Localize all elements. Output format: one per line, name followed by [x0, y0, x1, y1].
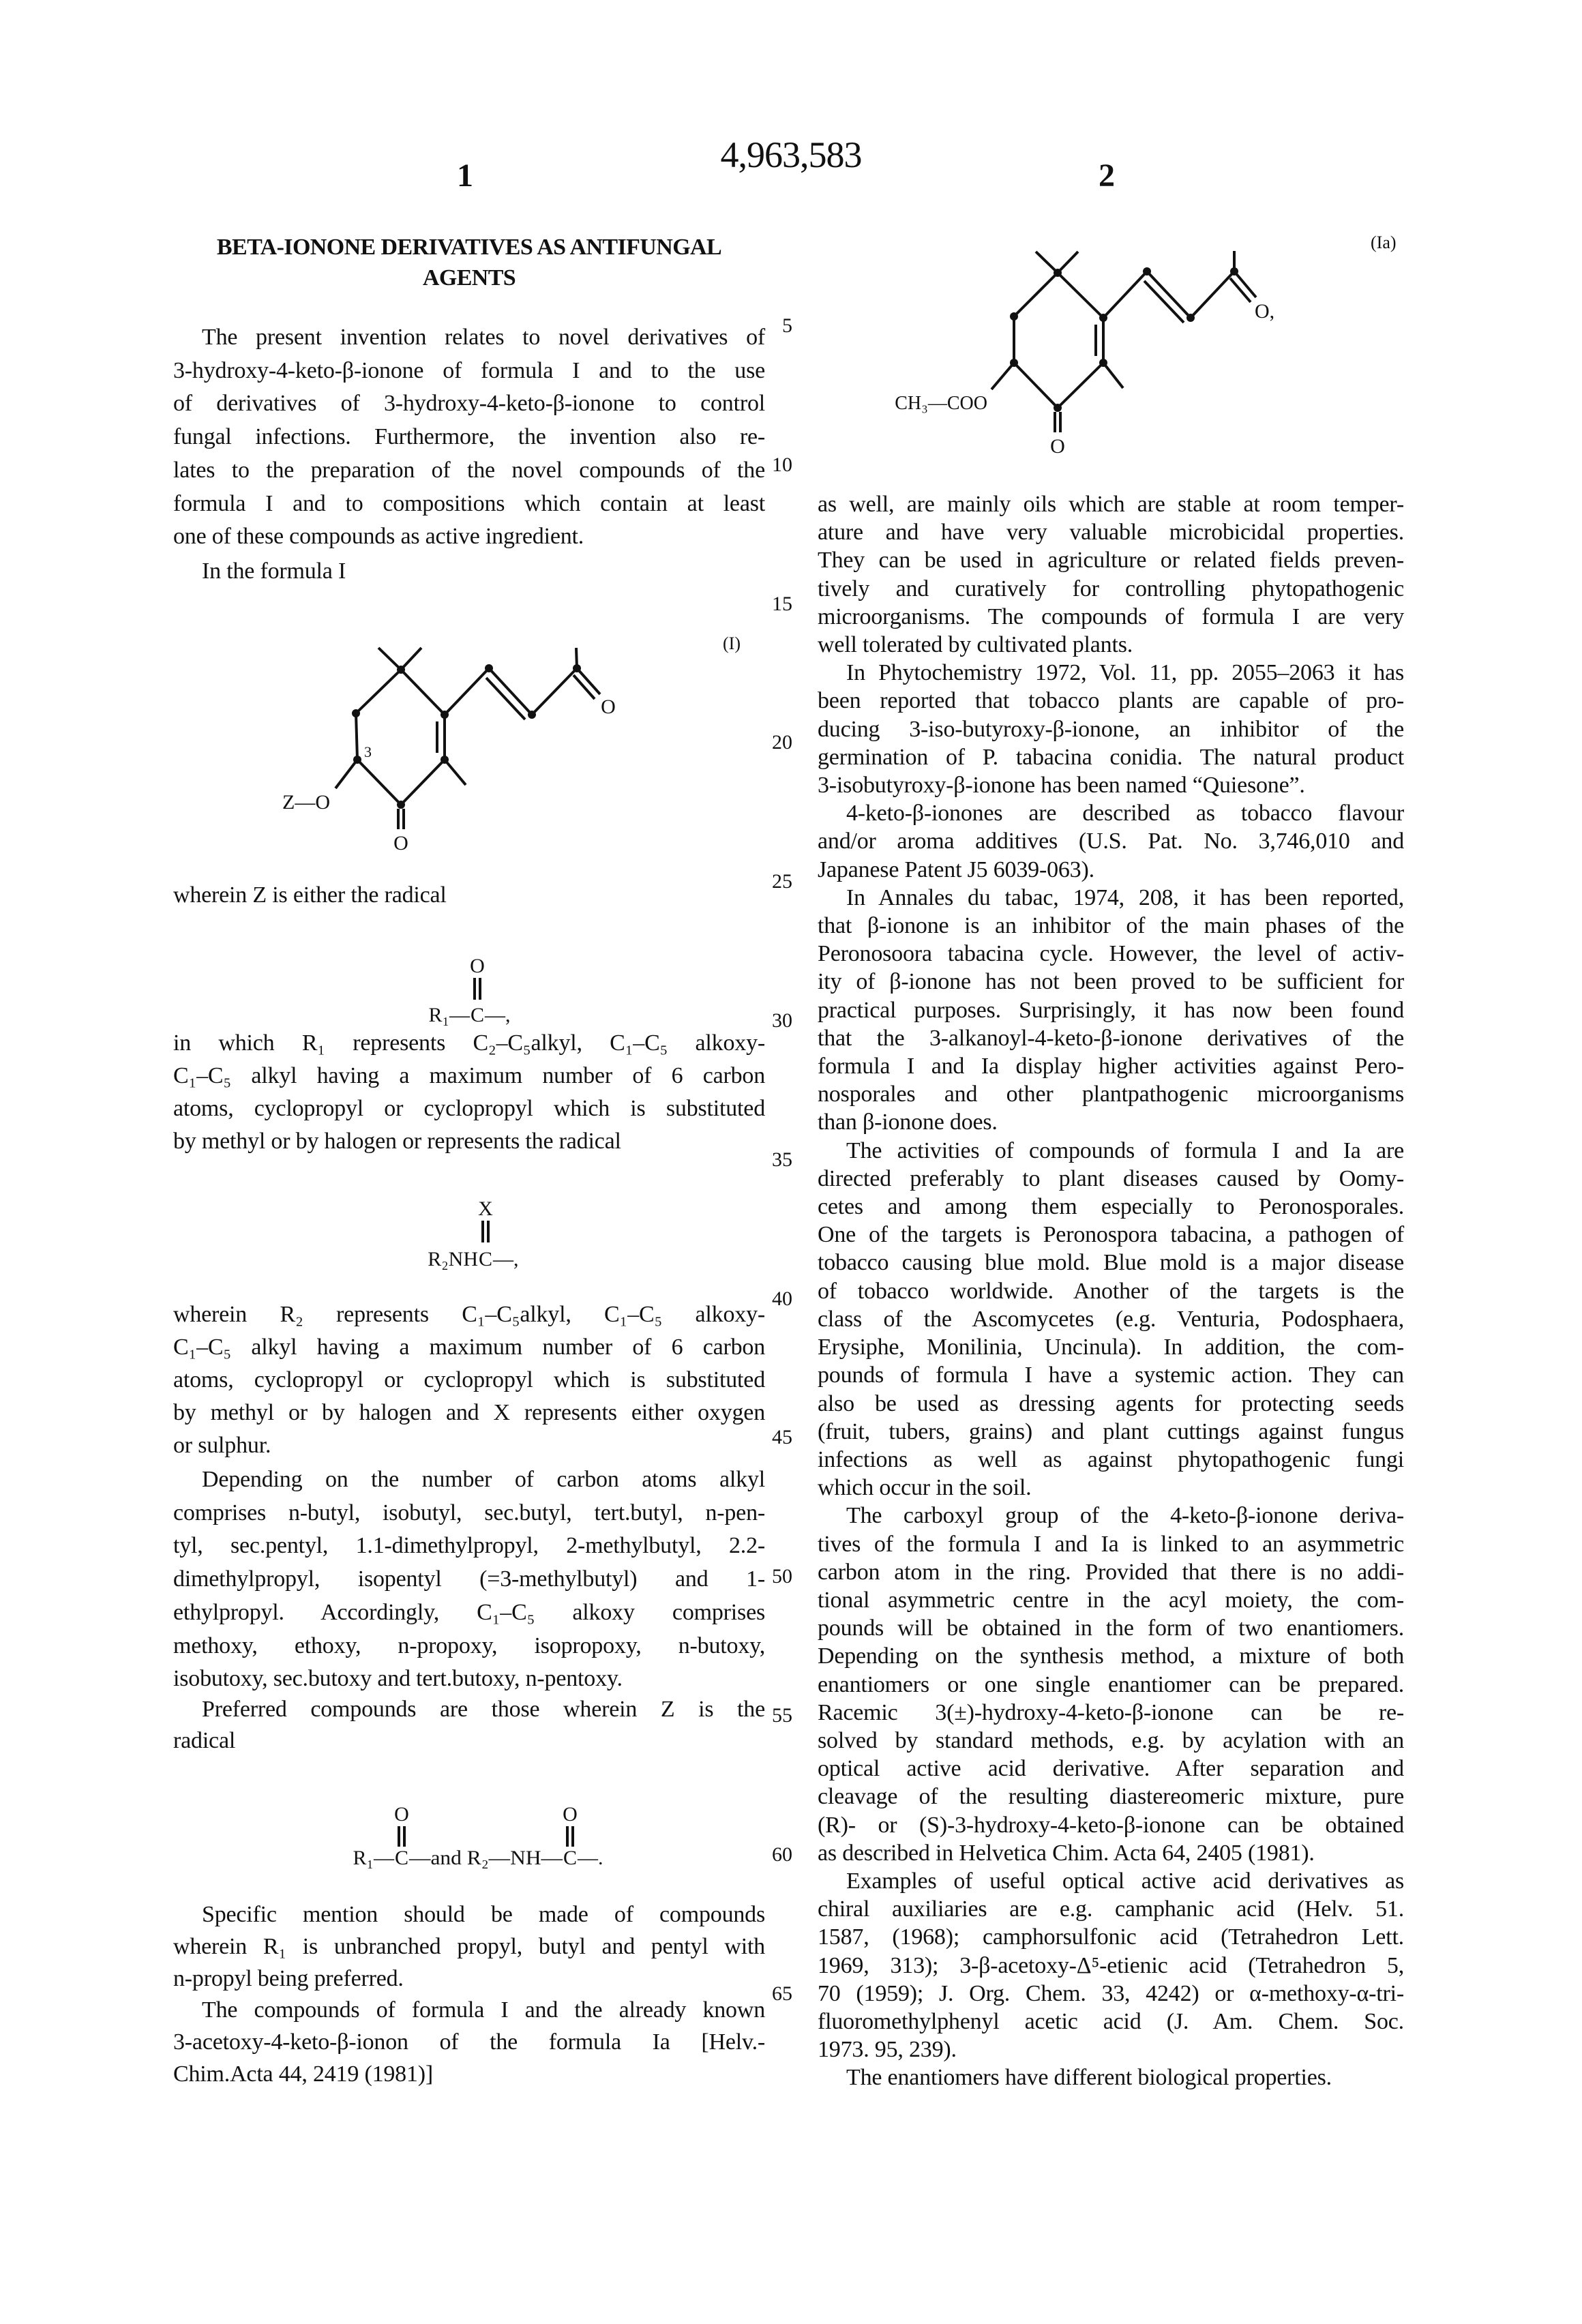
- line-number: 55: [750, 1704, 792, 1727]
- ring-oxygen-label: O: [393, 832, 408, 854]
- and-r2-nh-label: —and R₂—NH—: [408, 1847, 563, 1869]
- chain-oxygen-label: O: [601, 696, 616, 718]
- text-line: fungal infections. Furthermore, the invention also re-: [173, 421, 765, 454]
- text-line: tional asymmetric centre in the acyl moiety, the com-: [818, 1586, 1404, 1614]
- text-line: ethylpropyl. Accordingly, C₁–C₅ alkoxy comprises: [173, 1596, 765, 1630]
- formula-Ia-structure: [895, 233, 1396, 458]
- text-line: directed preferably to plant diseases caused by Oomy-: [818, 1165, 1404, 1193]
- text-line: 1587, (1968); camphorsulfonic acid (Tetrahedron Lett.: [818, 1923, 1404, 1951]
- formula-I-label: (I): [723, 634, 741, 653]
- text-line: ducing 3-iso-butyroxy-β-ionone, an inhibitor of the: [818, 715, 1404, 743]
- r1-label: R₁—: [429, 1004, 471, 1026]
- bond-end-label: —.: [577, 1847, 603, 1869]
- text-line: wherein Z is either the radical: [173, 879, 765, 912]
- text-line: methoxy, ethoxy, n-propoxy, isopropoxy, n-butoxy,: [173, 1630, 765, 1663]
- paragraph-annales: [818, 884, 1404, 1137]
- text-line: infections as well as against phytopathogenic fungi: [818, 1446, 1404, 1474]
- text-line: wherein R₂ represents C₁–C₅alkyl, C₁–C₅ alkoxy-: [173, 1298, 765, 1331]
- text-line: nosporales and other plantpathogenic microorganisms: [818, 1080, 1404, 1108]
- paragraph-examples: [818, 1867, 1404, 2064]
- text-line: germination of P. tabacina conidia. The natural product: [818, 743, 1404, 771]
- text-line: wherein R₁ is unbranched propyl, butyl and pentyl with: [173, 1931, 765, 1963]
- text-line: Depending on the synthesis method, a mixture of both: [818, 1642, 1404, 1670]
- text-line: n-propyl being preferred.: [173, 1963, 765, 1995]
- text-line: and/or aroma additives (U.S. Pat. No. 3,746,010 and: [818, 827, 1404, 855]
- paragraph-keto-ionones: [818, 799, 1404, 884]
- title-line-2: AGENTS: [173, 263, 765, 293]
- text-line: microorganisms. The compounds of formula I are very: [818, 603, 1404, 631]
- paragraph-preferred: [173, 1694, 765, 1757]
- column-number-right: 2: [1086, 157, 1127, 194]
- text-line: by methyl or by halogen and X represents either oxygen: [173, 1397, 765, 1429]
- text-line: which occur in the soil.: [818, 1474, 1404, 1502]
- text-line: enantiomers or one single enantiomer can be prepared.: [818, 1671, 1404, 1699]
- text-line: Racemic 3(±)-hydroxy-4-keto-β-ionone can be re-: [818, 1699, 1404, 1727]
- text-line: one of these compounds as active ingredient.: [173, 520, 765, 554]
- text-line: cetes and among them especially to Peronosporales.: [818, 1193, 1404, 1221]
- text-line: chiral auxiliaries are e.g. camphanic acid (Helv. 51.: [818, 1895, 1404, 1923]
- text-line: 70 (1959); J. Org. Chem. 33, 4242) or α-methoxy-α-tri-: [818, 1980, 1404, 2008]
- position-3-label: 3: [364, 743, 372, 760]
- line-number: 15: [750, 593, 792, 616]
- paragraph-wherein-z: [173, 879, 765, 912]
- formula-I-structure: [282, 634, 741, 854]
- text-line: 3-acetoxy-4-keto-β-ionon of the formula Ia [Helv.-: [173, 2026, 765, 2058]
- text-line: of derivatives of 3-hydroxy-4-keto-β-ionone to control: [173, 387, 765, 421]
- acyl-radical-formula: [429, 955, 511, 1026]
- ester-label: CH₃—COO: [895, 393, 987, 414]
- line-number: 20: [750, 731, 792, 754]
- text-line: been reported that tobacco plants are capable of pro-: [818, 687, 1404, 715]
- bond-end-label: —,: [492, 1248, 519, 1270]
- paragraph-formula-intro: [173, 555, 765, 588]
- text-line: radical: [173, 1725, 765, 1757]
- text-line: The activities of compounds of formula I and Ia are: [818, 1137, 1404, 1165]
- text-line: atoms, cyclopropyl or cyclopropyl which is substituted: [173, 1364, 765, 1397]
- text-line: pounds of formula I have a systemic action. They can: [818, 1361, 1404, 1389]
- text-line: C₁–C₅ alkyl having a maximum number of 6 carbon: [173, 1331, 765, 1364]
- text-line: (fruit, tubers, grains) and plant cuttings against fungus: [818, 1418, 1404, 1446]
- line-number: 40: [750, 1287, 792, 1311]
- text-line: In Annales du tabac, 1974, 208, it has been reported,: [818, 884, 1404, 912]
- formula-Ia-label: (Ia): [1371, 233, 1397, 252]
- text-line: One of the targets is Peronospora tabacina, a pathogen of: [818, 1221, 1404, 1249]
- text-line: class of the Ascomycetes (e.g. Venturia, Podosphaera,: [818, 1305, 1404, 1333]
- z-o-label: Z—O: [282, 791, 330, 814]
- text-line: than β-ionone does.: [818, 1108, 1404, 1136]
- line-number: 5: [750, 314, 792, 338]
- text-line: (R)- or (S)-3-hydroxy-4-keto-β-ionone can be obtained: [818, 1811, 1404, 1839]
- carbon-label: C: [471, 1004, 484, 1026]
- oxygen-label-1: O: [394, 1803, 409, 1826]
- text-line: Specific mention should be made of compounds: [173, 1898, 765, 1931]
- text-line: dimethylpropyl, isopentyl (=3-methylbutyl) and 1-: [173, 1563, 765, 1596]
- text-line: pounds will be obtained in the form of two enantiomers.: [818, 1614, 1404, 1642]
- text-line: as well, are mainly oils which are stable at room temper-: [818, 490, 1404, 518]
- text-line: as described in Helvetica Chim. Acta 64, 2405 (1981).: [818, 1839, 1404, 1867]
- text-line: Preferred compounds are those wherein Z is the: [173, 1694, 765, 1725]
- line-number: 30: [750, 1009, 792, 1032]
- column-number-left: 1: [445, 157, 486, 194]
- paragraph-known-compounds: [173, 1994, 765, 2090]
- paragraph-enantiomers: [818, 2064, 1404, 2091]
- paragraph-carboxyl: [818, 1502, 1404, 1867]
- text-line: comprises n-butyl, isobutyl, sec.butyl, tert.butyl, n-pen-: [173, 1497, 765, 1530]
- line-number: 60: [750, 1843, 792, 1866]
- text-line: cleavage of the resulting diastereomeric mixture, pure: [818, 1783, 1404, 1811]
- right-column: [818, 490, 1404, 2092]
- text-line: Peronosoora tabacina cycle. However, the level of activ-: [818, 940, 1404, 968]
- carbon-label-1: C: [395, 1847, 408, 1869]
- text-line: isobutoxy, sec.butoxy and tert.butoxy, n-pentoxy.: [173, 1663, 765, 1696]
- paragraph-phytochemistry: [818, 659, 1404, 799]
- paragraph-r2-definition: [173, 1298, 765, 1462]
- text-line: in which R₁ represents C₂–C₅alkyl, C₁–C₅ alkoxy-: [173, 1027, 765, 1060]
- text-line: In Phytochemistry 1972, Vol. 11, pp. 2055–2063 it has: [818, 659, 1404, 687]
- text-line: 4-keto-β-ionones are described as tobacco flavour: [818, 799, 1404, 827]
- text-line: that β-ionone is an inhibitor of the main phases of the: [818, 912, 1404, 940]
- text-line: Depending on the number of carbon atoms alkyl: [173, 1463, 765, 1497]
- text-line: 3-isobutyroxy-β-ionone has been named “Quiesone”.: [818, 771, 1404, 799]
- bond-end-label: —,: [484, 1004, 511, 1026]
- line-number: 35: [750, 1148, 792, 1172]
- oxygen-label-2: O: [563, 1803, 578, 1826]
- text-line: 1973. 95, 239).: [818, 2036, 1404, 2064]
- r2nh-label: R₂NH: [428, 1248, 478, 1270]
- r1-label: R₁—: [353, 1847, 395, 1869]
- text-line: tively and curatively for controlling phytopathogenic: [818, 575, 1404, 603]
- text-line: The carboxyl group of the 4-keto-β-ionone deriva-: [818, 1502, 1404, 1530]
- paragraph-properties: [818, 490, 1404, 659]
- paragraph-specific: [173, 1898, 765, 1995]
- text-line: or sulphur.: [173, 1429, 765, 1462]
- oxygen-label: O: [470, 955, 485, 977]
- line-number: 65: [750, 1982, 792, 2006]
- text-line: solved by standard methods, e.g. by acylation with an: [818, 1727, 1404, 1755]
- text-line: ity of β-ionone has not been proved to be sufficient for: [818, 968, 1404, 996]
- text-line: 1969, 313); 3-β-acetoxy-Δ⁵-etienic acid (Tetrahedron 5,: [818, 1952, 1404, 1980]
- x-label: X: [478, 1197, 493, 1220]
- text-line: They can be used in agriculture or related fields preven-: [818, 546, 1404, 574]
- carbon-label-2: C: [563, 1847, 577, 1869]
- text-line: that the 3-alkanoyl-4-keto-β-ionone derivatives of the: [818, 1024, 1404, 1052]
- text-line: optical active acid derivative. After separation and: [818, 1755, 1404, 1783]
- text-line: atoms, cyclopropyl or cyclopropyl which is substituted: [173, 1092, 765, 1125]
- text-line: In the formula I: [173, 555, 765, 588]
- text-line: ature and have very valuable microbicidal properties.: [818, 518, 1404, 546]
- text-line: formula I and Ia display higher activities against Pero-: [818, 1052, 1404, 1080]
- text-line: carbon atom in the ring. Provided that there is no addi-: [818, 1558, 1404, 1586]
- text-line: Erysiphe, Monilinia, Uncinula). In addition, the com-: [818, 1333, 1404, 1361]
- text-line: tyl, sec.pentyl, 1.1-dimethylpropyl, 2-methylbutyl, 2.2-: [173, 1530, 765, 1563]
- text-line: well tolerated by cultivated plants.: [818, 631, 1404, 659]
- line-number: 45: [750, 1426, 792, 1449]
- text-line: Japanese Patent J5 6039-063).: [818, 856, 1404, 884]
- ring-oxygen-label: O: [1050, 435, 1065, 458]
- document-title: [173, 232, 765, 293]
- text-line: formula I and to compositions which contain at least: [173, 488, 765, 521]
- paragraph-r1-definition: [173, 1027, 765, 1158]
- text-line: practical purposes. Surprisingly, it has now been found: [818, 996, 1404, 1024]
- preferred-radicals-formula: [353, 1803, 603, 1869]
- line-number: 25: [750, 870, 792, 893]
- text-line: C₁–C₅ alkyl having a maximum number of 6 carbon: [173, 1060, 765, 1092]
- title-line-1: BETA-IONONE DERIVATIVES AS ANTIFUNGAL: [173, 232, 765, 263]
- text-line: of tobacco worldwide. Another of the targets is the: [818, 1277, 1404, 1305]
- text-line: 3-hydroxy-4-keto-β-ionone of formula I and to the use: [173, 355, 765, 388]
- paragraph-activities: [818, 1137, 1404, 1502]
- carbamoyl-radical-formula: [428, 1197, 518, 1270]
- line-number: 10: [750, 453, 792, 477]
- text-line: by methyl or by halogen or represents the radical: [173, 1125, 765, 1158]
- text-line: The present invention relates to novel derivatives of: [173, 321, 765, 355]
- text-line: The compounds of formula I and the already known: [173, 1994, 765, 2026]
- paragraph-alkyl: [173, 1463, 765, 1696]
- text-line: tives of the formula I and Ia is linked to an asymmetric: [818, 1530, 1404, 1558]
- chain-oxygen-label: O,: [1255, 300, 1274, 323]
- line-number: 50: [750, 1565, 792, 1588]
- patent-number: 4,963,583: [709, 134, 873, 176]
- text-line: fluoromethylphenyl acetic acid (J. Am. Chem. Soc.: [818, 2008, 1404, 2036]
- text-line: Chim.Acta 44, 2419 (1981)]: [173, 2058, 765, 2090]
- paragraph-intro: [173, 321, 765, 554]
- text-line: Examples of useful optical active acid derivatives as: [818, 1867, 1404, 1895]
- text-line: tobacco causing blue mold. Blue mold is a major disease: [818, 1249, 1404, 1277]
- text-line: The enantiomers have different biological properties.: [818, 2064, 1404, 2091]
- carbon-label: C: [479, 1248, 492, 1270]
- text-line: also be used as dressing agents for protecting seeds: [818, 1390, 1404, 1418]
- text-line: lates to the preparation of the novel compounds of the: [173, 454, 765, 488]
